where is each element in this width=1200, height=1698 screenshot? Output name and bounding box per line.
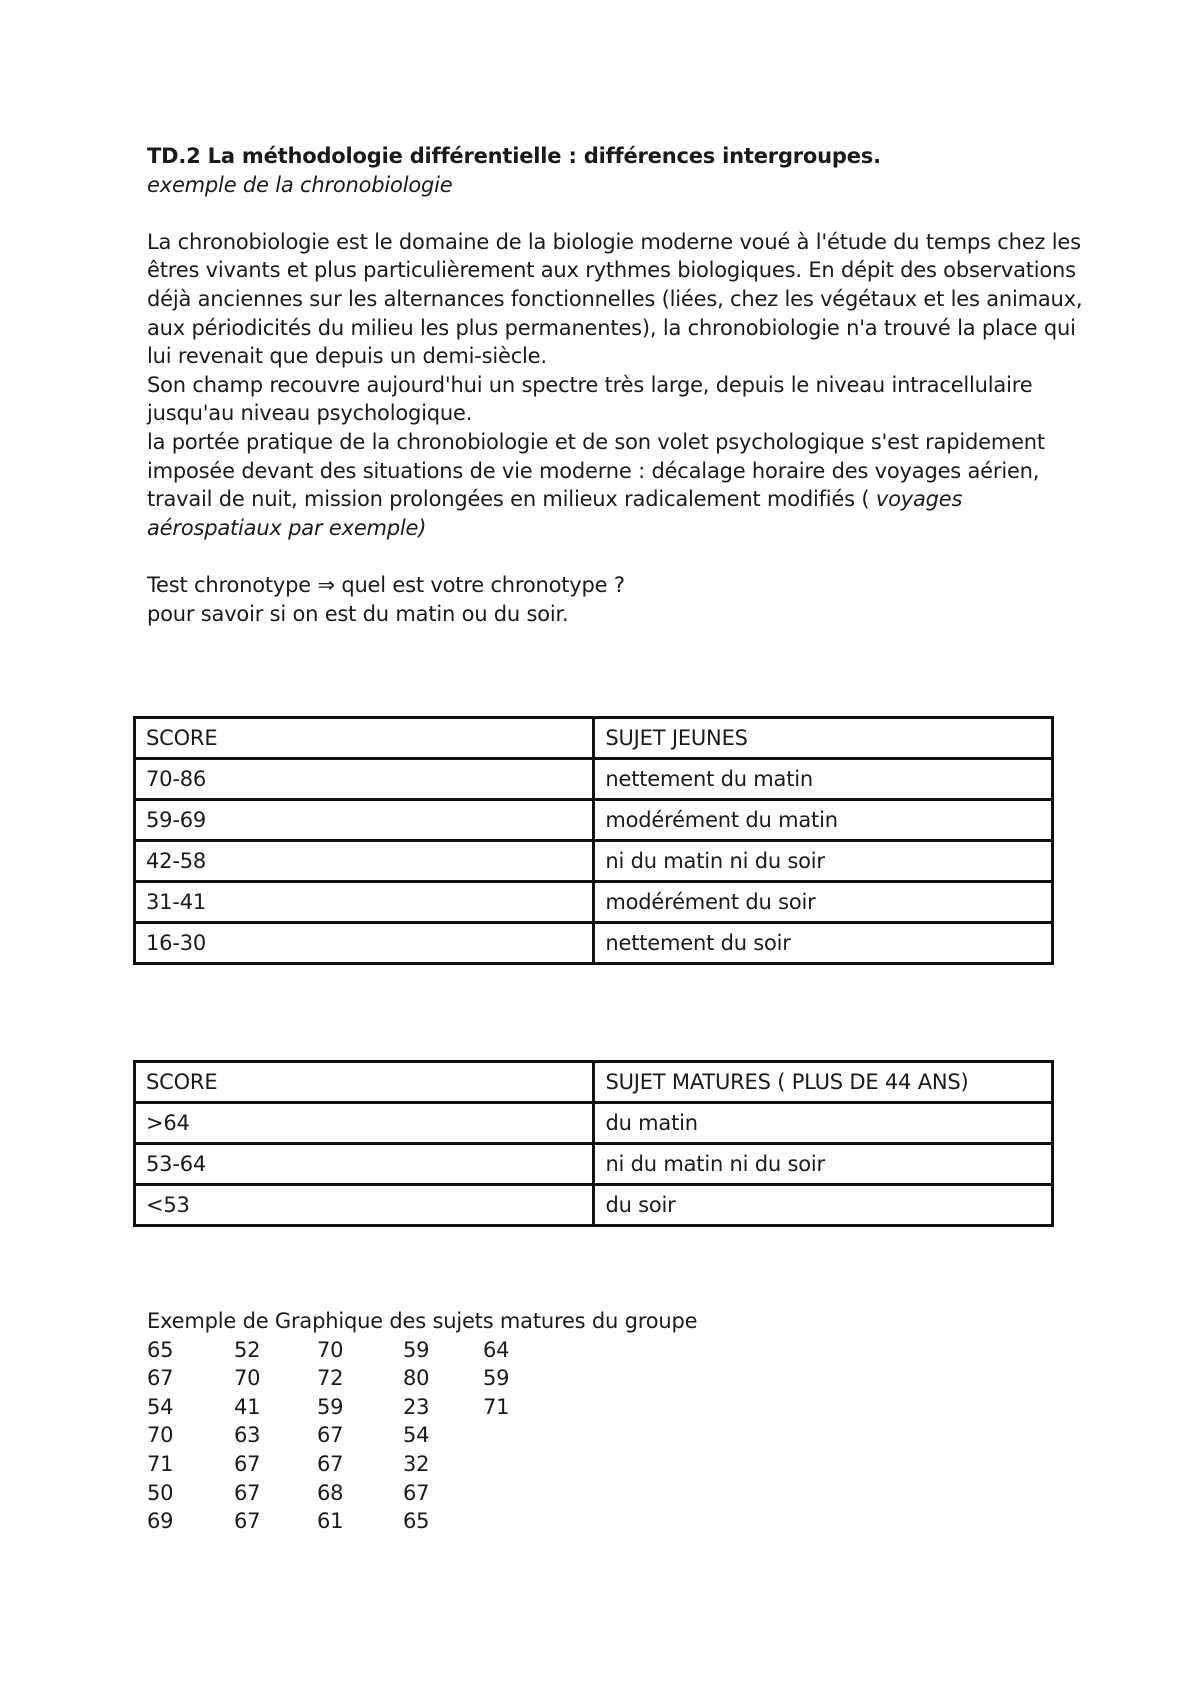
table-header-cell: SCORE (135, 718, 594, 759)
score-cell: 59-69 (135, 800, 594, 841)
table-row (135, 1144, 1053, 1185)
score-value: 67 (317, 1451, 344, 1476)
table-header-cell: SUJET JEUNES (594, 718, 1053, 759)
example-number-grid (147, 1336, 547, 1536)
document-subtitle: exemple de la chronobiologie (147, 172, 453, 197)
paragraph-intro: La chronobiologie est le domaine de la biologie moderne voué à l'étude du temps chez les êtres vivants et plus particulièrement aux rythmes biologiques. En dépit des observations déjà anciennes sur les alternances fonctionnelles (liées, chez les végétaux et les animaux, aux périodicités du milieu les plus permanentes), la chronobiologie n'a trouvé la place qui lui revenait que depuis un demi-siècle. (147, 229, 1083, 369)
mature-score-table (133, 1060, 1054, 1227)
chronotype-cell: du soir (594, 1185, 1053, 1226)
table-row (135, 800, 1053, 841)
score-value: 70 (317, 1337, 344, 1362)
score-value: 65 (147, 1337, 174, 1362)
number-row (147, 1421, 547, 1450)
score-value: 67 (234, 1480, 261, 1505)
chronotype-cell: modérément du matin (594, 800, 1053, 841)
score-value: 54 (403, 1423, 430, 1448)
score-value: 65 (403, 1509, 430, 1534)
table-header-row (135, 718, 1053, 759)
table-row (135, 841, 1053, 882)
table-header-row (135, 1062, 1053, 1103)
chronotype-cell: du matin (594, 1103, 1053, 1144)
score-value: 63 (234, 1423, 261, 1448)
score-value: 61 (317, 1509, 344, 1534)
table-row (135, 759, 1053, 800)
chronotype-cell: modérément du soir (594, 882, 1053, 923)
score-value: 64 (483, 1337, 510, 1362)
chronotype-cell: nettement du soir (594, 923, 1053, 964)
number-row (147, 1336, 547, 1365)
score-cell: 53-64 (135, 1144, 594, 1185)
score-value: 32 (403, 1451, 430, 1476)
score-value: 70 (234, 1366, 261, 1391)
number-row (147, 1507, 547, 1536)
score-value: 70 (147, 1423, 174, 1448)
score-cell: 16-30 (135, 923, 594, 964)
score-value: 54 (147, 1394, 174, 1419)
score-value: 23 (403, 1394, 430, 1419)
score-value: 50 (147, 1480, 174, 1505)
score-value: 52 (234, 1337, 261, 1362)
score-value: 67 (234, 1451, 261, 1476)
test-line-2: pour savoir si on est du matin ou du soir. (147, 601, 569, 626)
paragraph-practical-italic: voyages aérospatiaux par exemple) (147, 487, 963, 540)
score-value: 72 (317, 1366, 344, 1391)
chronotype-cell: ni du matin ni du soir (594, 1144, 1053, 1185)
example-data-block (147, 1307, 697, 1536)
table-header-cell: SUJET MATURES ( PLUS DE 44 ANS) (594, 1062, 1053, 1103)
score-value: 67 (317, 1423, 344, 1448)
score-value: 59 (483, 1366, 510, 1391)
young-score-table (133, 716, 1054, 965)
table-row (135, 1103, 1053, 1144)
score-value: 69 (147, 1509, 174, 1534)
score-value: 41 (234, 1394, 261, 1419)
intro-text-block (147, 142, 1087, 628)
score-value: 67 (403, 1480, 430, 1505)
table-row (135, 882, 1053, 923)
score-cell: 42-58 (135, 841, 594, 882)
number-row (147, 1364, 547, 1393)
score-cell: 31-41 (135, 882, 594, 923)
score-value: 59 (403, 1337, 430, 1362)
table-row (135, 1185, 1053, 1226)
score-value: 67 (234, 1509, 261, 1534)
example-title: Exemple de Graphique des sujets matures du groupe (147, 1309, 698, 1333)
score-value: 67 (147, 1366, 174, 1391)
chronotype-cell: ni du matin ni du soir (594, 841, 1053, 882)
paragraph-practical (147, 428, 1087, 542)
score-value: 59 (317, 1394, 344, 1419)
table-header-cell: SCORE (135, 1062, 594, 1103)
number-row (147, 1450, 547, 1479)
score-cell: <53 (135, 1185, 594, 1226)
document-title: TD.2 La méthodologie différentielle : différences intergroupes. (147, 144, 881, 168)
number-row (147, 1393, 547, 1422)
score-value: 68 (317, 1480, 344, 1505)
number-row (147, 1479, 547, 1508)
test-line-1: Test chronotype ⇒ quel est votre chronotype ? (147, 572, 625, 597)
paragraph-scope: Son champ recouvre aujourd'hui un spectre très large, depuis le niveau intracellulaire jusqu'au niveau psychologique. (147, 372, 1033, 426)
score-value: 80 (403, 1366, 430, 1391)
paragraph-practical-main: la portée pratique de la chronobiologie et de son volet psychologique s'est rapidement imposée devant des situations de vie moderne : décalage horaire des voyages aérien, travail de nuit, mission prolongées en milieux radicalement modifiés ( (147, 429, 1045, 512)
table-row (135, 923, 1053, 964)
chronotype-cell: nettement du matin (594, 759, 1053, 800)
score-cell: 70-86 (135, 759, 594, 800)
score-value: 71 (483, 1394, 510, 1419)
score-value: 71 (147, 1451, 174, 1476)
score-cell: >64 (135, 1103, 594, 1144)
